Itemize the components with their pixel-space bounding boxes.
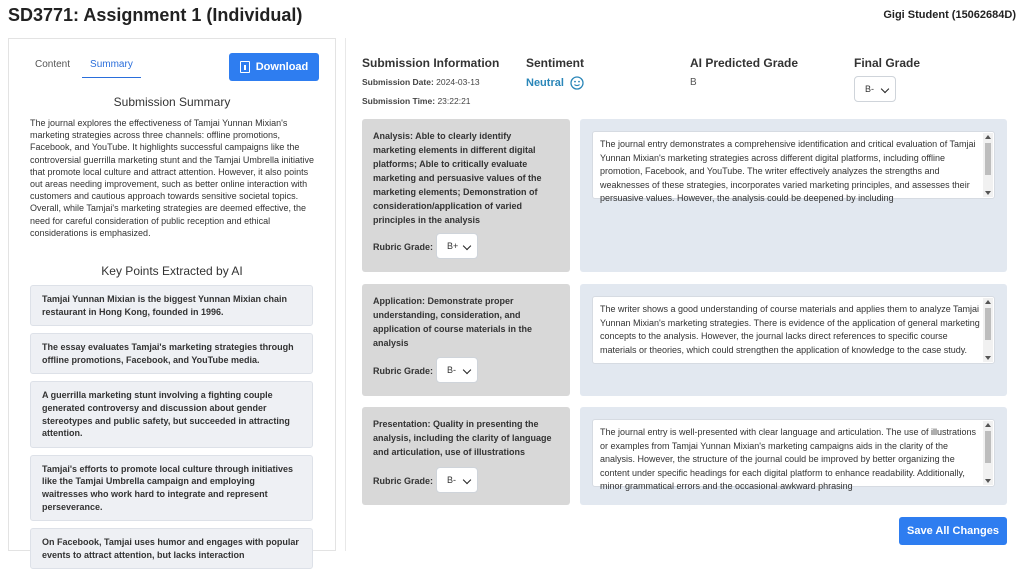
chevron-down-icon	[881, 85, 889, 93]
sentiment-heading: Sentiment	[526, 56, 585, 70]
user-name[interactable]: Gigi Student (15062684D)	[883, 9, 1016, 21]
tab-bar	[27, 59, 141, 78]
submission-date	[362, 77, 480, 87]
feedback-text: The journal entry demonstrates a comprehensive identification and critical evaluation of Tamjai Yunnan Mixian's marketing strategies across different digital platforms, including offline promotion, Facebook, and YouTube. The writer effectively analyzes the strengths and weaknesses of these strategies, incorporates varied marketing principles, and assesses their persuasive values. However, the analysis could be deepened by including	[600, 139, 976, 204]
rubric-grade-label: Rubric Grade:	[373, 476, 434, 486]
rubric-criterion-presentation	[362, 407, 570, 505]
download-label: Download	[255, 61, 309, 73]
key-point-card: The essay evaluates Tamjai's marketing strategies through offline promotions, Facebook, and YouTube media.	[30, 333, 313, 374]
scroll-up-icon[interactable]	[985, 135, 991, 139]
rubric-grade-label: Rubric Grade:	[373, 366, 434, 376]
submission-time-label: Submission Time:	[362, 96, 436, 106]
submission-time	[362, 96, 471, 106]
download-button[interactable]	[229, 53, 319, 81]
scrollbar[interactable]	[983, 133, 993, 197]
feedback-textarea[interactable]	[592, 296, 995, 364]
rubric-feedback-panel	[580, 407, 1007, 505]
key-point-card: Tamjai Yunnan Mixian is the biggest Yunnan Mixian chain restaurant in Hong Kong, founded in 1996.	[30, 285, 313, 326]
feedback-text: The writer shows a good understanding of course materials and applies them to analyze Tamjai Yunnan Mixian's marketing strategies. There is evidence of the application of general marketing concepts to the analysis. However, the journal lacks direct references to specific course materials or theories, which could strengthen the application of knowledge to the case study.	[600, 304, 980, 355]
submission-date-value: 2024-03-13	[436, 77, 480, 87]
neutral-face-icon	[570, 76, 584, 90]
key-points-heading: Key Points Extracted by AI	[101, 264, 243, 278]
scrollbar[interactable]	[983, 298, 993, 362]
submission-time-value: 23:22:21	[437, 96, 471, 106]
ai-grade-value: B	[690, 77, 697, 88]
final-grade-value: B-	[865, 84, 874, 94]
rubric-criterion-text: Presentation: Quality in presenting the analysis, including the clarity of language and articulation, use of illustrations	[373, 419, 552, 457]
rubric-criterion-application	[362, 284, 570, 396]
chevron-down-icon	[463, 476, 471, 484]
page-title: SD3771: Assignment 1 (Individual)	[8, 5, 303, 25]
file-download-icon	[240, 61, 250, 73]
key-point-card: A guerrilla marketing stunt involving a fighting couple generated controversy and discussion about gender stereotypes and public safety, but succeeded in attracting attention.	[30, 381, 313, 447]
chevron-down-icon	[463, 366, 471, 374]
scrollbar[interactable]	[983, 421, 993, 485]
final-grade-select[interactable]	[854, 76, 896, 102]
scroll-down-icon[interactable]	[985, 479, 991, 483]
scroll-up-icon[interactable]	[985, 423, 991, 427]
rubric-grade-value: B+	[447, 241, 459, 251]
sentiment-label: Neutral	[526, 77, 564, 89]
tab-content[interactable]: Content	[35, 59, 71, 70]
rubric-grade-select[interactable]	[436, 357, 478, 383]
tab-summary[interactable]: Summary	[82, 59, 141, 78]
scrollbar-thumb[interactable]	[985, 143, 991, 175]
feedback-text: The journal entry is well-presented with clear language and articulation. The use of illustrations or examples from Tamjai Yunnan Mixian's marketing campaigns aids in the clarity of the analysis. However, the structure of the journal could be improved by better organizing the content under specific headings for each digital platform to enhance readability. Additionally, minor grammatical errors and the occasional awkward phrasing	[600, 427, 977, 492]
final-grade-heading: Final Grade	[854, 56, 921, 70]
submission-info-heading: Submission Information	[362, 56, 500, 70]
scroll-up-icon[interactable]	[985, 300, 991, 304]
rubric-feedback-panel	[580, 119, 1007, 272]
left-panel	[8, 38, 336, 560]
summary-heading: Submission Summary	[113, 95, 231, 109]
rubric-grade-value: B-	[447, 365, 456, 375]
submission-date-label: Submission Date:	[362, 77, 434, 87]
sentiment-value	[526, 76, 584, 90]
key-point-card: Tamjai's efforts to promote local culture through initiatives like the Tamjai Umbrella campaign and employing waitresses who work hard to integrate and represent perseverance.	[30, 455, 313, 521]
summary-text: The journal explores the effectiveness of Tamjai Yunnan Mixian's marketing strategies across three channels: offline promotions, Facebook, and YouTube. It highlights successful campaigns like the controversial guerrilla marketing stunt and the Tamjai Umbrella initiative that promote local culture and attract attention. However, it also points out areas needing improvement, such as better online interaction with customers and cautious approach towards sensitive societal topics. Overall, while Tamjai's marketing strategies are deemed effective, the need for careful consideration of public reception and ethical considerations is emphasized.	[30, 118, 314, 238]
rubric-grade-value: B-	[447, 475, 456, 485]
rubric-grade-select[interactable]	[436, 233, 478, 259]
panel-divider	[345, 38, 346, 551]
rubric-feedback-panel	[580, 284, 1007, 396]
scroll-down-icon[interactable]	[985, 356, 991, 360]
ai-grade-heading: AI Predicted Grade	[690, 56, 799, 70]
chevron-down-icon	[463, 242, 471, 250]
rubric-criterion-text: Analysis: Able to clearly identify marketing elements in different digital platforms; Able to critically evaluate marketing and persuasive values of the marketing elements; Demonstration of consideration/application of varied principles in the analysis	[373, 131, 542, 225]
rubric-grade-select[interactable]	[436, 467, 478, 493]
scrollbar-thumb[interactable]	[985, 431, 991, 463]
key-points-list	[30, 285, 313, 576]
rubric-grade-label: Rubric Grade:	[373, 242, 434, 252]
feedback-textarea[interactable]	[592, 131, 995, 204]
rubric-criterion-text: Application: Demonstrate proper understanding, consideration, and application of course materials in the analysis	[373, 296, 533, 348]
key-point-card: On Facebook, Tamjai uses humor and engages with popular events to attract attention, but lacks interaction	[30, 528, 313, 569]
rubric-criterion-analysis	[362, 119, 570, 272]
scroll-down-icon[interactable]	[985, 191, 991, 195]
feedback-textarea[interactable]	[592, 419, 995, 492]
scrollbar-thumb[interactable]	[985, 308, 991, 340]
top-bar	[0, 0, 1024, 34]
save-all-changes-button[interactable]: Save All Changes	[899, 517, 1007, 545]
